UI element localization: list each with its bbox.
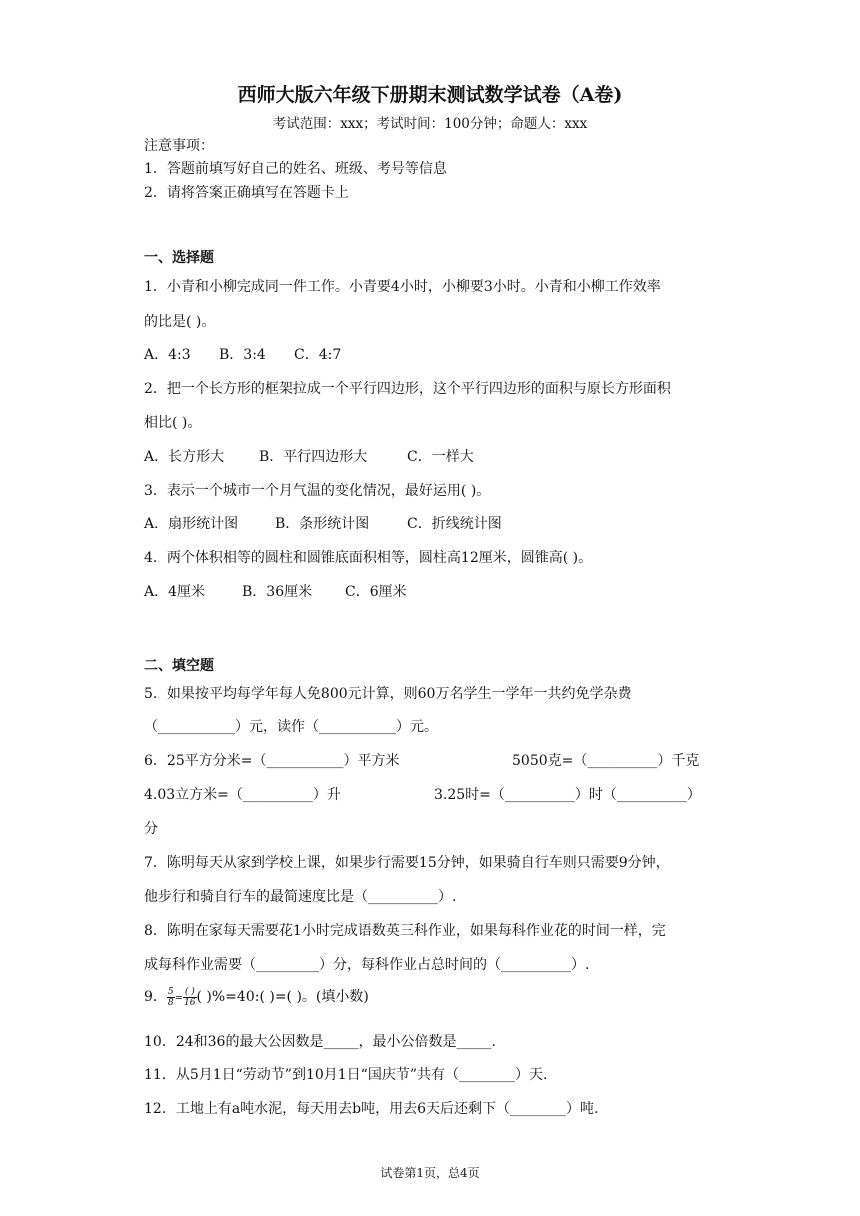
note-item: 2．请将答案正确填写在答题卡上 (144, 185, 349, 201)
question-8-line1: 8．陈明在家每天需要花1小时完成语数英三科作业，如果每科作业花的时间一样，完 (144, 923, 666, 939)
question-9: 9． $\frac{5}{8}$ = $\frac{( )}{16}$ ( )%=40:( )=( )。(填小数) (144, 986, 369, 1008)
question-1-option-b: B．3:4 (219, 347, 266, 363)
question-11: 11．从5月1日“劳动节”到10月1日“国庆节”共有（________）天. (144, 1067, 548, 1083)
question-4-option-b: B．36厘米 (242, 584, 313, 600)
note-item: 1．答题前填写好自己的姓名、班级、考号等信息 (144, 161, 447, 177)
page-footer: 试卷第1页，总4页 (380, 1166, 480, 1180)
question-6-part3: 4.03立方米=（__________）升 (144, 787, 341, 803)
question-12: 12．工地上有a吨水泥，每天用去b吨，用去6天后还剩下（________）吨. (144, 1101, 599, 1117)
question-1-line2: 的比是( )。 (144, 314, 216, 330)
fraction-numerator: ( ) (184, 986, 195, 997)
question-7-line1: 7．陈明每天从家到学校上课，如果步行需要15分钟，如果骑自行车则只需要9分钟， (144, 855, 670, 871)
question-8-line2: 成每科作业需要（_________）分，每科作业占总时间的（__________）. (144, 957, 590, 973)
exam-info: 考试范围：xxx；考试时间：100分钟；命题人：xxx (272, 116, 588, 132)
question-1-option-c: C．4:7 (294, 347, 342, 363)
notes-heading: 注意事项： (144, 138, 214, 154)
fraction-5-8 (167, 987, 175, 1008)
question-9-number: 9． (144, 989, 167, 1005)
question-3-option-b: B．条形统计图 (275, 516, 370, 532)
question-4-option-a: A．4厘米 (144, 584, 206, 600)
question-10: 10．24和36的最大公因数是_____，最小公倍数是_____. (144, 1034, 496, 1050)
fraction-numerator: 5 (167, 986, 174, 997)
exam-title: 西师大版六年级下册期末测试数学试卷（A卷) (237, 84, 623, 106)
question-6-part4: 3.25时=（__________）时（__________） (434, 787, 701, 803)
section-heading-choice: 一、选择题 (144, 250, 214, 266)
question-2-line1: 2．把一个长方形的框架拉成一个平行四边形，这个平行四边形的面积与原长方形面积 (144, 381, 671, 397)
fraction-denominator: 16 (184, 997, 196, 1008)
question-3-line1: 3．表示一个城市一个月气温的变化情况，最好运用( )。 (144, 483, 491, 499)
question-6-part5: 分 (144, 821, 158, 837)
question-1-option-a: A．4:3 (144, 347, 191, 363)
question-1-line1: 1．小青和小柳完成同一件工作。小青要4小时，小柳要3小时。小青和小柳工作效率 (144, 279, 661, 295)
question-3-option-a: A．扇形统计图 (144, 516, 239, 532)
question-2-line2: 相比( )。 (144, 415, 202, 431)
section-heading-fill: 二、填空题 (144, 658, 214, 674)
fraction-denominator: 8 (167, 997, 174, 1008)
question-7-line2: 他步行和骑自行车的最简速度比是（__________）. (144, 889, 457, 905)
question-5-line1: 5．如果按平均每学年每人免800元计算，则60万名学生一学年一共约免学杂费 (144, 686, 632, 702)
question-3-option-c: C．折线统计图 (407, 516, 502, 532)
question-4-option-c: C．6厘米 (345, 584, 407, 600)
question-9-rest: ( )%=40:( )=( )。(填小数) (196, 989, 369, 1005)
question-4-line1: 4．两个体积相等的圆柱和圆锥底面积相等，圆柱高12厘米，圆锥高( )。 (144, 550, 593, 566)
question-6-part2: 5050克=（__________）千克 (512, 753, 700, 769)
question-2-option-b: B．平行四边形大 (259, 449, 368, 465)
question-2-option-c: C．一样大 (407, 449, 474, 465)
fraction-blank-16 (183, 987, 196, 1008)
question-2-option-a: A．长方形大 (144, 449, 225, 465)
question-6-part1: 6．25平方分米=（___________）平方米 (144, 753, 400, 769)
question-5-line2: （___________）元，读作（___________）元。 (144, 719, 438, 735)
